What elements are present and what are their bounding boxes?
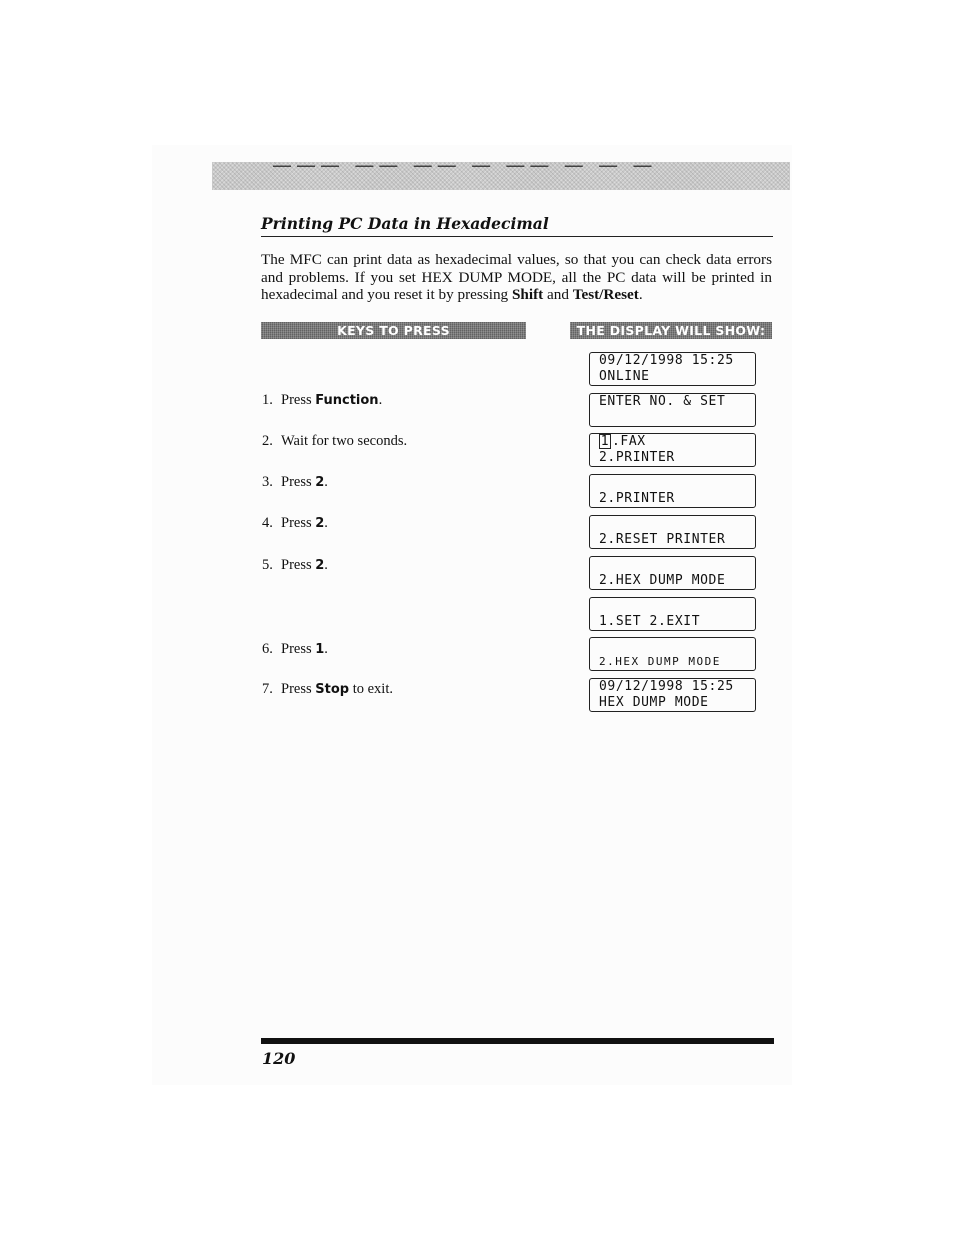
step-text-post: .: [324, 641, 328, 657]
lcd-line-2: 2.HEX DUMP MODE: [599, 655, 721, 668]
step-5: [262, 557, 328, 574]
intro-paragraph: [261, 251, 772, 304]
step-text: Press: [281, 557, 316, 573]
page-number: 120: [262, 1049, 296, 1068]
step-number: 5.: [262, 557, 273, 573]
lcd-line-1: 09/12/1998 15:25: [599, 353, 734, 368]
lcd-display-3: [589, 433, 756, 467]
step-text-post: to exit.: [349, 681, 393, 697]
step-7: [262, 681, 393, 698]
lcd-line-2: 2.PRINTER: [599, 491, 675, 506]
step-text: Press: [281, 641, 316, 657]
step-key: 2: [315, 475, 325, 490]
intro-end: .: [638, 286, 643, 303]
step-text-post: .: [324, 557, 328, 573]
step-1: [262, 392, 382, 409]
step-key: 2: [315, 516, 325, 531]
step-text: Wait for two seconds.: [281, 433, 408, 449]
step-text-post: .: [324, 474, 328, 490]
step-key: 1: [315, 642, 325, 657]
lcd-display-4: [589, 474, 756, 508]
lcd-display-7: [589, 597, 756, 631]
lcd-line-1: 09/12/1998 15:25: [599, 679, 734, 694]
step-number: 7.: [262, 681, 273, 697]
intro-and: and: [543, 286, 573, 303]
lcd-line-2: ONLINE: [599, 369, 650, 384]
keys-to-press-header: KEYS TO PRESS: [261, 322, 526, 339]
step-text: Press: [281, 474, 316, 490]
lcd-line-2: 2.HEX DUMP MODE: [599, 573, 726, 588]
cursor-icon: 1: [600, 434, 610, 449]
intro-key-shift: Shift: [511, 286, 544, 303]
step-text-post: .: [378, 392, 383, 408]
lcd-display-5: [589, 515, 756, 549]
step-number: 2.: [262, 433, 273, 449]
step-text-post: .: [324, 515, 328, 531]
footer-rule: [261, 1038, 774, 1044]
step-number: 4.: [262, 515, 273, 531]
lcd-display-2: [589, 393, 756, 427]
step-3: [262, 474, 328, 491]
step-text: Press: [281, 392, 316, 408]
lcd-line-2: HEX DUMP MODE: [599, 695, 709, 710]
intro-text: The MFC can print data as hexadecimal values, so that you can check data errors and problems. If you set HEX DUMP MODE, all the PC data will be printed in hexadecimal and you reset it by pressing: [261, 251, 772, 303]
step-2: [262, 433, 407, 449]
step-text: Press: [281, 515, 316, 531]
lcd-line-2: 2.RESET PRINTER: [599, 532, 726, 547]
header-ghost-text: ——— —— —— — —— — — —: [272, 162, 657, 177]
step-key: 2: [315, 558, 325, 573]
step-number: 1.: [262, 392, 273, 408]
step-text: Press: [281, 681, 316, 697]
lcd-line-2: 2.PRINTER: [599, 450, 675, 465]
lcd-line-1: ENTER NO. & SET: [599, 394, 726, 409]
lcd-line-1-text: .FAX: [612, 434, 646, 449]
lcd-display-1: [589, 352, 756, 386]
intro-key-test-reset: Test/Reset: [572, 286, 639, 303]
lcd-display-6: [589, 556, 756, 590]
lcd-line-1: [599, 434, 646, 450]
step-number: 6.: [262, 641, 273, 657]
step-key: Stop: [315, 682, 350, 697]
lcd-line-2: 1.SET 2.EXIT: [599, 614, 701, 629]
step-key: Function: [315, 393, 379, 408]
chapter-header-band: [212, 162, 790, 190]
section-title: Printing PC Data in Hexadecimal: [261, 214, 773, 237]
step-6: [262, 641, 328, 658]
lcd-display-8: [589, 637, 756, 671]
step-number: 3.: [262, 474, 273, 490]
lcd-display-9: [589, 678, 756, 712]
step-4: [262, 515, 328, 532]
display-will-show-header: THE DISPLAY WILL SHOW:: [570, 322, 772, 339]
